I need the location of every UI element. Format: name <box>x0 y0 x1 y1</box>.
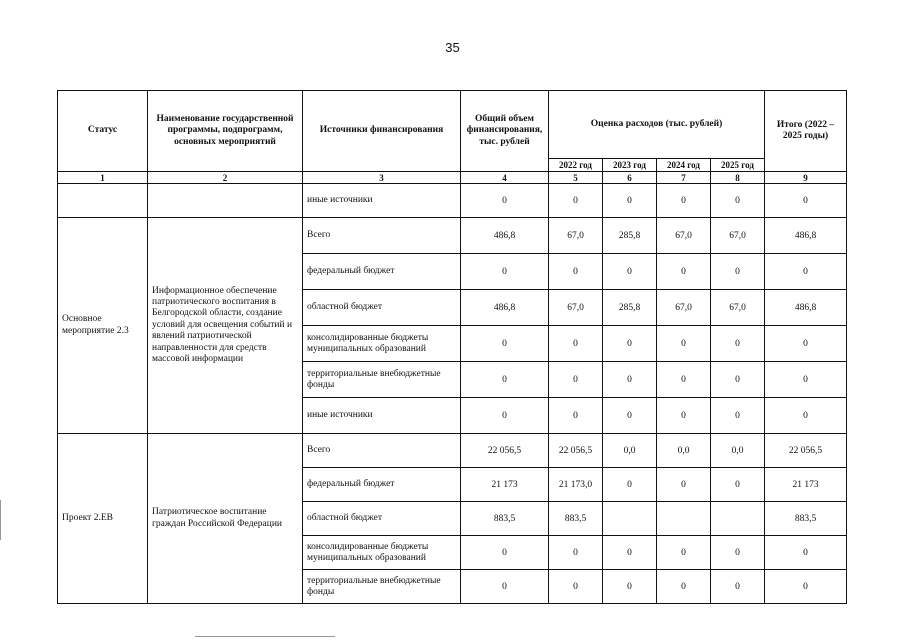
header-sources: Источники финансирования <box>303 91 461 172</box>
value-cell: 0 <box>461 398 549 434</box>
value-cell: 0 <box>765 184 847 218</box>
source-cell: областной бюджет <box>303 502 461 536</box>
column-number: 8 <box>711 172 765 184</box>
value-cell: 0 <box>549 398 603 434</box>
source-cell: иные источники <box>303 184 461 218</box>
value-cell: 0 <box>765 254 847 290</box>
value-cell <box>711 502 765 536</box>
value-cell: 0 <box>657 254 711 290</box>
value-cell: 0 <box>603 184 657 218</box>
status-cell: Проект 2.ЕВ <box>58 434 148 604</box>
value-cell: 0 <box>711 468 765 502</box>
value-cell <box>603 502 657 536</box>
column-number: 7 <box>657 172 711 184</box>
value-cell: 0,0 <box>603 434 657 468</box>
header-name: Наименование государственной программы, подпрограмм, основных мероприятий <box>148 91 303 172</box>
value-cell: 0 <box>765 570 847 604</box>
value-cell: 486,8 <box>765 290 847 326</box>
name-cell: Информационное обеспечение патриотического воспитания в Белгородской области, создание условий для освещения событий и явлений патриотической направленности для средств массовой информации <box>148 218 303 434</box>
table-row <box>58 184 847 218</box>
value-cell: 0 <box>711 362 765 398</box>
value-cell: 0 <box>549 570 603 604</box>
value-cell <box>657 502 711 536</box>
value-cell: 0 <box>461 184 549 218</box>
value-cell: 285,8 <box>603 290 657 326</box>
value-cell: 0 <box>603 570 657 604</box>
source-cell: территориальные внебюджетные фонды <box>303 570 461 604</box>
value-cell: 0 <box>549 536 603 570</box>
column-number: 2 <box>148 172 303 184</box>
value-cell: 0 <box>461 254 549 290</box>
value-cell: 67,0 <box>549 290 603 326</box>
source-cell: консолидированные бюджеты муниципальных образований <box>303 326 461 362</box>
value-cell: 0 <box>657 570 711 604</box>
value-cell: 0 <box>657 398 711 434</box>
value-cell: 0 <box>711 398 765 434</box>
financing-table <box>57 90 847 604</box>
value-cell: 67,0 <box>711 290 765 326</box>
value-cell: 0 <box>765 398 847 434</box>
value-cell: 883,5 <box>549 502 603 536</box>
column-number: 9 <box>765 172 847 184</box>
value-cell: 0 <box>711 184 765 218</box>
value-cell: 0 <box>657 362 711 398</box>
value-cell: 21 173 <box>461 468 549 502</box>
value-cell: 0 <box>461 570 549 604</box>
value-cell: 0 <box>603 326 657 362</box>
value-cell: 0 <box>711 570 765 604</box>
value-cell: 21 173,0 <box>549 468 603 502</box>
header-year: 2024 год <box>657 159 711 172</box>
value-cell: 0 <box>603 536 657 570</box>
source-cell: федеральный бюджет <box>303 254 461 290</box>
column-number: 5 <box>549 172 603 184</box>
value-cell: 0 <box>549 362 603 398</box>
source-cell: территориальные внебюджетные фонды <box>303 362 461 398</box>
value-cell: 21 173 <box>765 468 847 502</box>
value-cell: 0 <box>461 536 549 570</box>
value-cell: 0 <box>657 468 711 502</box>
header-result: Итого (2022 – 2025 годы) <box>765 91 847 172</box>
value-cell: 0 <box>603 254 657 290</box>
source-cell: консолидированные бюджеты муниципальных образований <box>303 536 461 570</box>
column-number: 4 <box>461 172 549 184</box>
value-cell: 67,0 <box>549 218 603 254</box>
column-number: 1 <box>58 172 148 184</box>
scan-margin-mark <box>0 500 1 540</box>
source-cell: Всего <box>303 218 461 254</box>
value-cell: 285,8 <box>603 218 657 254</box>
value-cell: 883,5 <box>765 502 847 536</box>
source-cell: федеральный бюджет <box>303 468 461 502</box>
value-cell: 22 056,5 <box>461 434 549 468</box>
column-number: 3 <box>303 172 461 184</box>
table-row <box>58 434 847 468</box>
value-cell: 0 <box>711 326 765 362</box>
value-cell: 0 <box>765 326 847 362</box>
value-cell: 0 <box>549 184 603 218</box>
status-cell: Основное мероприятие 2.3 <box>58 218 148 434</box>
value-cell: 67,0 <box>657 218 711 254</box>
source-cell: иные источники <box>303 398 461 434</box>
value-cell: 0,0 <box>711 434 765 468</box>
header-total: Общий объем финансирования, тыс. рублей <box>461 91 549 172</box>
header-year: 2022 год <box>549 159 603 172</box>
value-cell: 0 <box>711 536 765 570</box>
value-cell: 22 056,5 <box>549 434 603 468</box>
value-cell: 486,8 <box>461 218 549 254</box>
header-year: 2025 год <box>711 159 765 172</box>
header-estimate: Оценка расходов (тыс. рублей) <box>549 91 765 159</box>
value-cell: 0 <box>711 254 765 290</box>
status-cell <box>58 184 148 218</box>
value-cell: 0 <box>603 468 657 502</box>
value-cell: 0 <box>603 362 657 398</box>
value-cell: 22 056,5 <box>765 434 847 468</box>
value-cell: 0 <box>549 254 603 290</box>
source-cell: Всего <box>303 434 461 468</box>
name-cell: Патриотическое воспитание граждан Российской Федерации <box>148 434 303 604</box>
value-cell: 0 <box>657 184 711 218</box>
value-cell: 0 <box>657 326 711 362</box>
source-cell: областной бюджет <box>303 290 461 326</box>
column-number: 6 <box>603 172 657 184</box>
table-row <box>58 218 847 254</box>
value-cell: 486,8 <box>461 290 549 326</box>
value-cell: 883,5 <box>461 502 549 536</box>
value-cell: 0 <box>461 326 549 362</box>
value-cell: 0,0 <box>657 434 711 468</box>
header-row <box>58 91 847 159</box>
value-cell: 486,8 <box>765 218 847 254</box>
scan-margin-mark <box>195 636 335 637</box>
value-cell: 0 <box>549 326 603 362</box>
value-cell: 0 <box>603 398 657 434</box>
value-cell: 0 <box>461 362 549 398</box>
name-cell <box>148 184 303 218</box>
value-cell: 0 <box>657 536 711 570</box>
value-cell: 0 <box>765 536 847 570</box>
value-cell: 67,0 <box>657 290 711 326</box>
header-status: Статус <box>58 91 148 172</box>
header-year: 2023 год <box>603 159 657 172</box>
value-cell: 0 <box>765 362 847 398</box>
value-cell: 67,0 <box>711 218 765 254</box>
page-number: 35 <box>445 40 460 55</box>
column-number-row <box>58 172 847 184</box>
